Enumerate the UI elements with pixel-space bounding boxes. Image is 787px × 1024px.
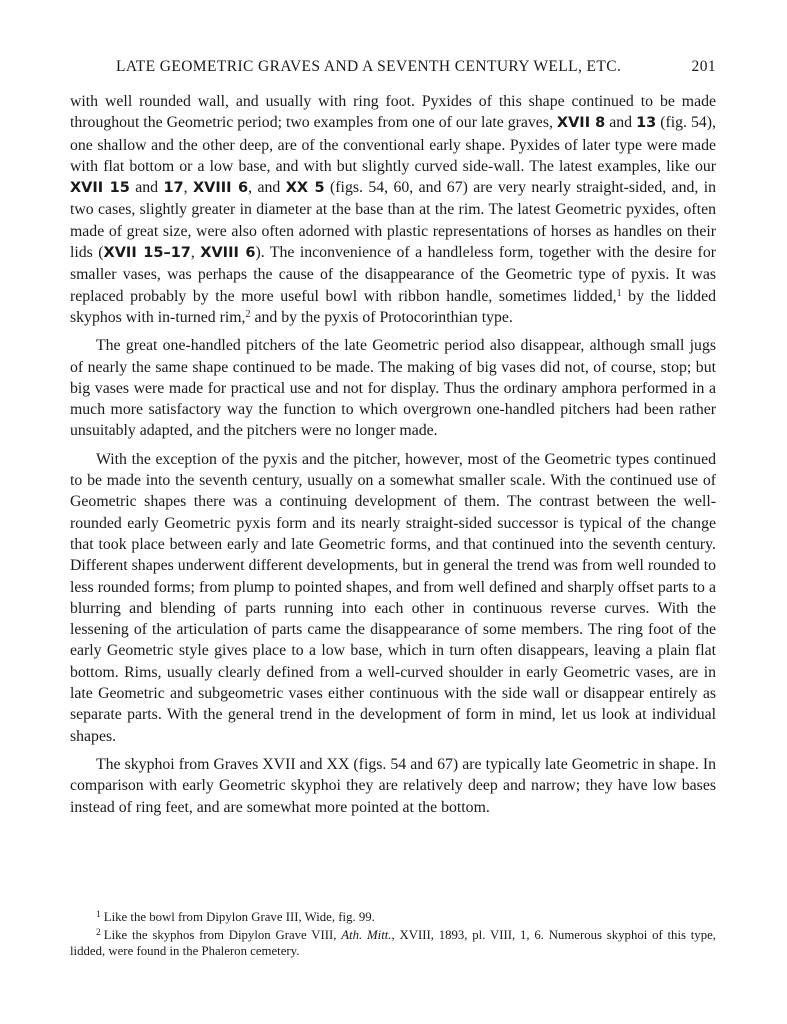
footnote-mark: 2 [96, 927, 101, 938]
footnote-1 [70, 909, 716, 926]
catalog-reference: XVII 15 [70, 180, 130, 197]
text-run: , [190, 244, 201, 262]
running-head-title: LATE GEOMETRIC GRAVES AND A SEVENTH CENTURY WELL, ETC. [116, 58, 622, 75]
catalog-reference: XVIII 6 [200, 245, 256, 262]
catalog-reference: XX 5 [285, 180, 325, 197]
catalog-reference: XVII 8 [556, 115, 606, 132]
body-text [70, 91, 716, 825]
paragraph-3: With the exception of the pyxis and the pitcher, however, most of the Geometric types continued to be made into the seventh century, usually on a somewhat smaller scale. With the continued use of Geometric shapes there was a continuing development of them. The contrast between the well-rounded early Geometric pyxis form and its nearly straight-sided successor is typical of the change that took place between early and late Geometric forms, and that continued into the seventh century. Different shapes underwent different developments, but in general the trend was from well rounded to less rounded forms; from plump to pointed shapes, and from well defined and sharply offset parts to a blurring and blending of parts running into each other in continuous reverse curves. With the lessening of the articulation of parts came the disappearance of some members. The ring foot of the early Geometric style gives place to a low base, which in turn often disappears, leaving a plain flat bottom. Rims, usually clearly defined from a well-curved shoulder in early Geometric vases, are in late Geometric and subgeometric vases either continuous with the side wall or disappear entirely as separate parts. With the general trend in the development of form in mind, let us look at individual shapes. [70, 450, 716, 745]
paragraph-4: The skyphoi from Graves XVII and XX (figs. 54 and 67) are typically late Geometric in shape. In comparison with early Geometric skyphoi they are relatively deep and narrow; they have low bases instead of ring feet, and are somewhat more pointed at the bottom. [70, 755, 716, 816]
catalog-reference: 17 [163, 180, 184, 197]
paragraph-1 [70, 91, 716, 328]
text-run: with well rounded wall, and usually with ring foot. Pyxides of this shape continued to be made throughout the Geometric period; two examples from one of our late graves, [70, 93, 716, 132]
text-run: ). The inconvenience of a handleless form, together with the desire for smaller vases, was perhaps the cause of the disappearance of the Geometric type of pyxis. It was replaced probably by the more useful bowl with ribbon handle, sometimes lidded, [70, 244, 716, 305]
footnote-text: Like the bowl from Dipylon Grave III, Wide, fig. 99. [103, 910, 375, 924]
footnote-ref: 1 [616, 287, 622, 299]
catalog-reference: 13 [636, 115, 657, 132]
page-number: 201 [691, 58, 716, 75]
text-run: (fig. 54), one shallow and the other deep, are of the conventional early shape. Pyxides of later type were made with flat bottom or a low base, and with but slightly curved side-wall. The latest examples, like our [70, 114, 716, 175]
running-head [70, 58, 716, 80]
text-run: , [183, 179, 193, 197]
text-run: , and [248, 179, 286, 197]
text-run: (figs. 54, 60, and 67) are very nearly straight-sided, and, in two cases, slightly greater in diameter at the base than at the rim. The latest Geometric pyxides, often made of great size, were also often adorned with plastic representations of horses as handles on their lids ( [70, 179, 716, 262]
footnote-mark: 1 [96, 910, 101, 920]
footnote-text: , XVIII, 1893, pl. VIII, 1, 6. Numerous skyphoi of this type, lidded, were found in the Phaleron cemetery. [70, 927, 716, 958]
footnote-ref: 2 [245, 308, 251, 320]
paragraph-2: The great one-handled pitchers of the late Geometric period also disappear, although small jugs of nearly the same shape continued to be made. The making of big vases did not, of course, stop; but big vases were made for practical use and not for display. Thus the ordinary amphora performed in a much more satisfactory way the function to which overgrown one-handled pitchers had been rather unsuitably adapted, and the pitchers were no longer made. [70, 337, 716, 440]
text-run: by the lidded skyphos with in-turned rim, [70, 287, 716, 326]
footnote-2 [70, 927, 716, 960]
text-run: and [605, 114, 637, 132]
journal-title: Ath. Mitt. [341, 927, 392, 942]
footnotes [70, 909, 716, 961]
footnote-text: Like the skyphos from Dipylon Grave VIII, [103, 927, 342, 942]
text-run: and by the pyxis of Protocorinthian type. [250, 308, 513, 326]
catalog-reference: XVII 15–17 [103, 245, 191, 262]
text-run: and [129, 179, 164, 197]
catalog-reference: XVIII 6 [192, 180, 249, 197]
